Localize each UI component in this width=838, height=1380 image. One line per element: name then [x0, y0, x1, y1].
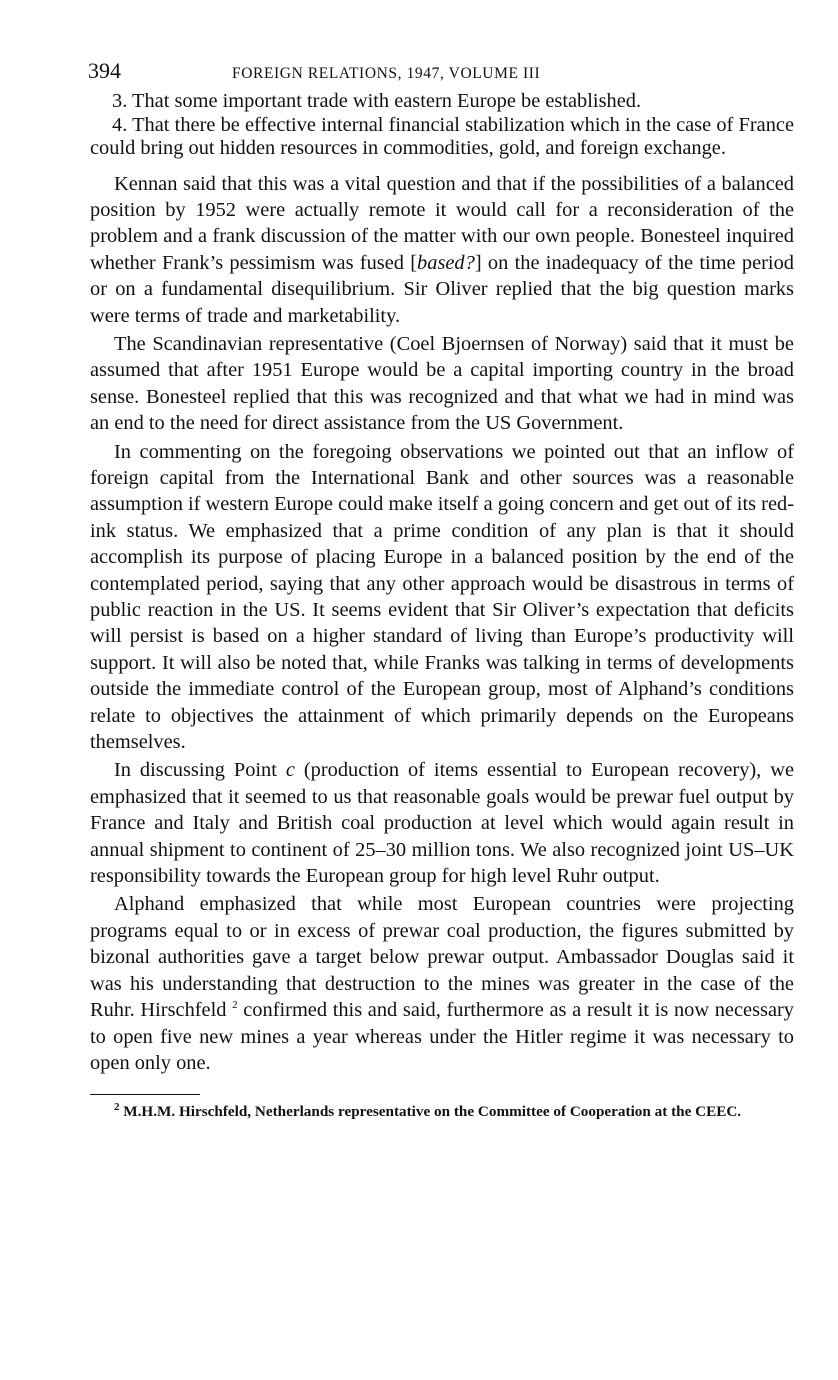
- footnote-marker: 2: [114, 1101, 120, 1114]
- footnote-reference: 2: [232, 999, 238, 1012]
- editorial-insertion: based?: [417, 251, 475, 274]
- running-head: FOREIGN RELATIONS, 1947, VOLUME III: [232, 65, 541, 82]
- document-page: [90, 58, 794, 1121]
- numbered-list: [90, 90, 794, 161]
- list-item: 4. That there be effective internal financial stabilization which in the case of France could bring out hidden resources in commodities, gold, and foreign exchange.: [90, 113, 794, 159]
- paragraph-scandinavian: The Scandinavian representative (Coel Bjoernsen of Norway) said that it must be assumed that after 1951 Europe would be a capital importing country in the broad sense. Bonesteel replied that this was recognized and that what we had in mind was an end to the need for direct assistance from the US Government.: [90, 332, 794, 435]
- page-number: 394: [88, 58, 121, 83]
- paragraph-text: In discussing Point: [114, 759, 286, 782]
- paragraph-text: Kennan said that this was a vital question and that if the possibilities of a balanced position by 1952 were actually remote it would call for a reconsideration of the problem and a frank discussion of the matter with our own people. Bonesteel inquired whether Frank’s pessimism was fused [: [90, 172, 794, 274]
- paragraph-text: (production of items essential to European recovery), we emphasized that it seemed to us that reasonable goals would be prewar fuel output by France and Italy and British coal production at level which would again result in annual shipment to continent of 25–30 million tons. We also recognized joint US–UK responsibility towards the European group for high level Ruhr output.: [90, 759, 795, 888]
- page-header: [90, 58, 794, 90]
- point-letter: c: [285, 759, 295, 782]
- paragraph-point-c: [90, 757, 794, 889]
- paragraph-alphand: [90, 891, 794, 1076]
- paragraph-commenting: In commenting on the foregoing observations we pointed out that an inflow of foreign capital from the International Bank and other sources was a reasonable assumption if western Europe could make itself a going concern and get out of its red-ink status. We emphasized that a prime condition of any plan is that it should accomplish its purpose of placing Europe in a balanced position by the end of the contemplated period, saying that any other approach would be disastrous in terms of public reaction in the US. It seems evident that Sir Oliver’s expectation that deficits will persist is based on a higher standard of living than Europe’s productivity will support. It will also be noted that, while Franks was talking in terms of developments outside the immediate control of the European group, most of Alphand’s conditions relate to objectives the attainment of which primarily depends on the Europeans themselves.: [90, 440, 794, 754]
- paragraph-text: Alphand emphasized that while most European countries were projecting programs equal to or in excess of prewar coal production, the figures submitted by bizonal authorities gave a target below prewar output. Ambassador Douglas said it was his understanding that destruction to the mines was greater in the case of the Ruhr. Hirschfeld: [90, 893, 794, 1022]
- paragraph-kennan: [90, 171, 794, 329]
- paragraph-text: ] on the inadequacy of the time period or on a fundamental disequilibrium. Sir Oliver replied that the big question marks were terms of trade and marketability.: [90, 251, 794, 327]
- footnote-text: M.H.M. Hirschfeld, Netherlands representative on the Committee of Cooperation at the CEEC.: [119, 1103, 742, 1121]
- footnote: [90, 1103, 794, 1121]
- list-item: 3. That some important trade with eastern Europe be established.: [112, 90, 642, 112]
- paragraph-text: confirmed this and said, furthermore as a result it is now necessary to open five new mines a year whereas under the Hitler regime it was necessary to open only one.: [90, 999, 794, 1074]
- footnote-divider: [90, 1094, 200, 1095]
